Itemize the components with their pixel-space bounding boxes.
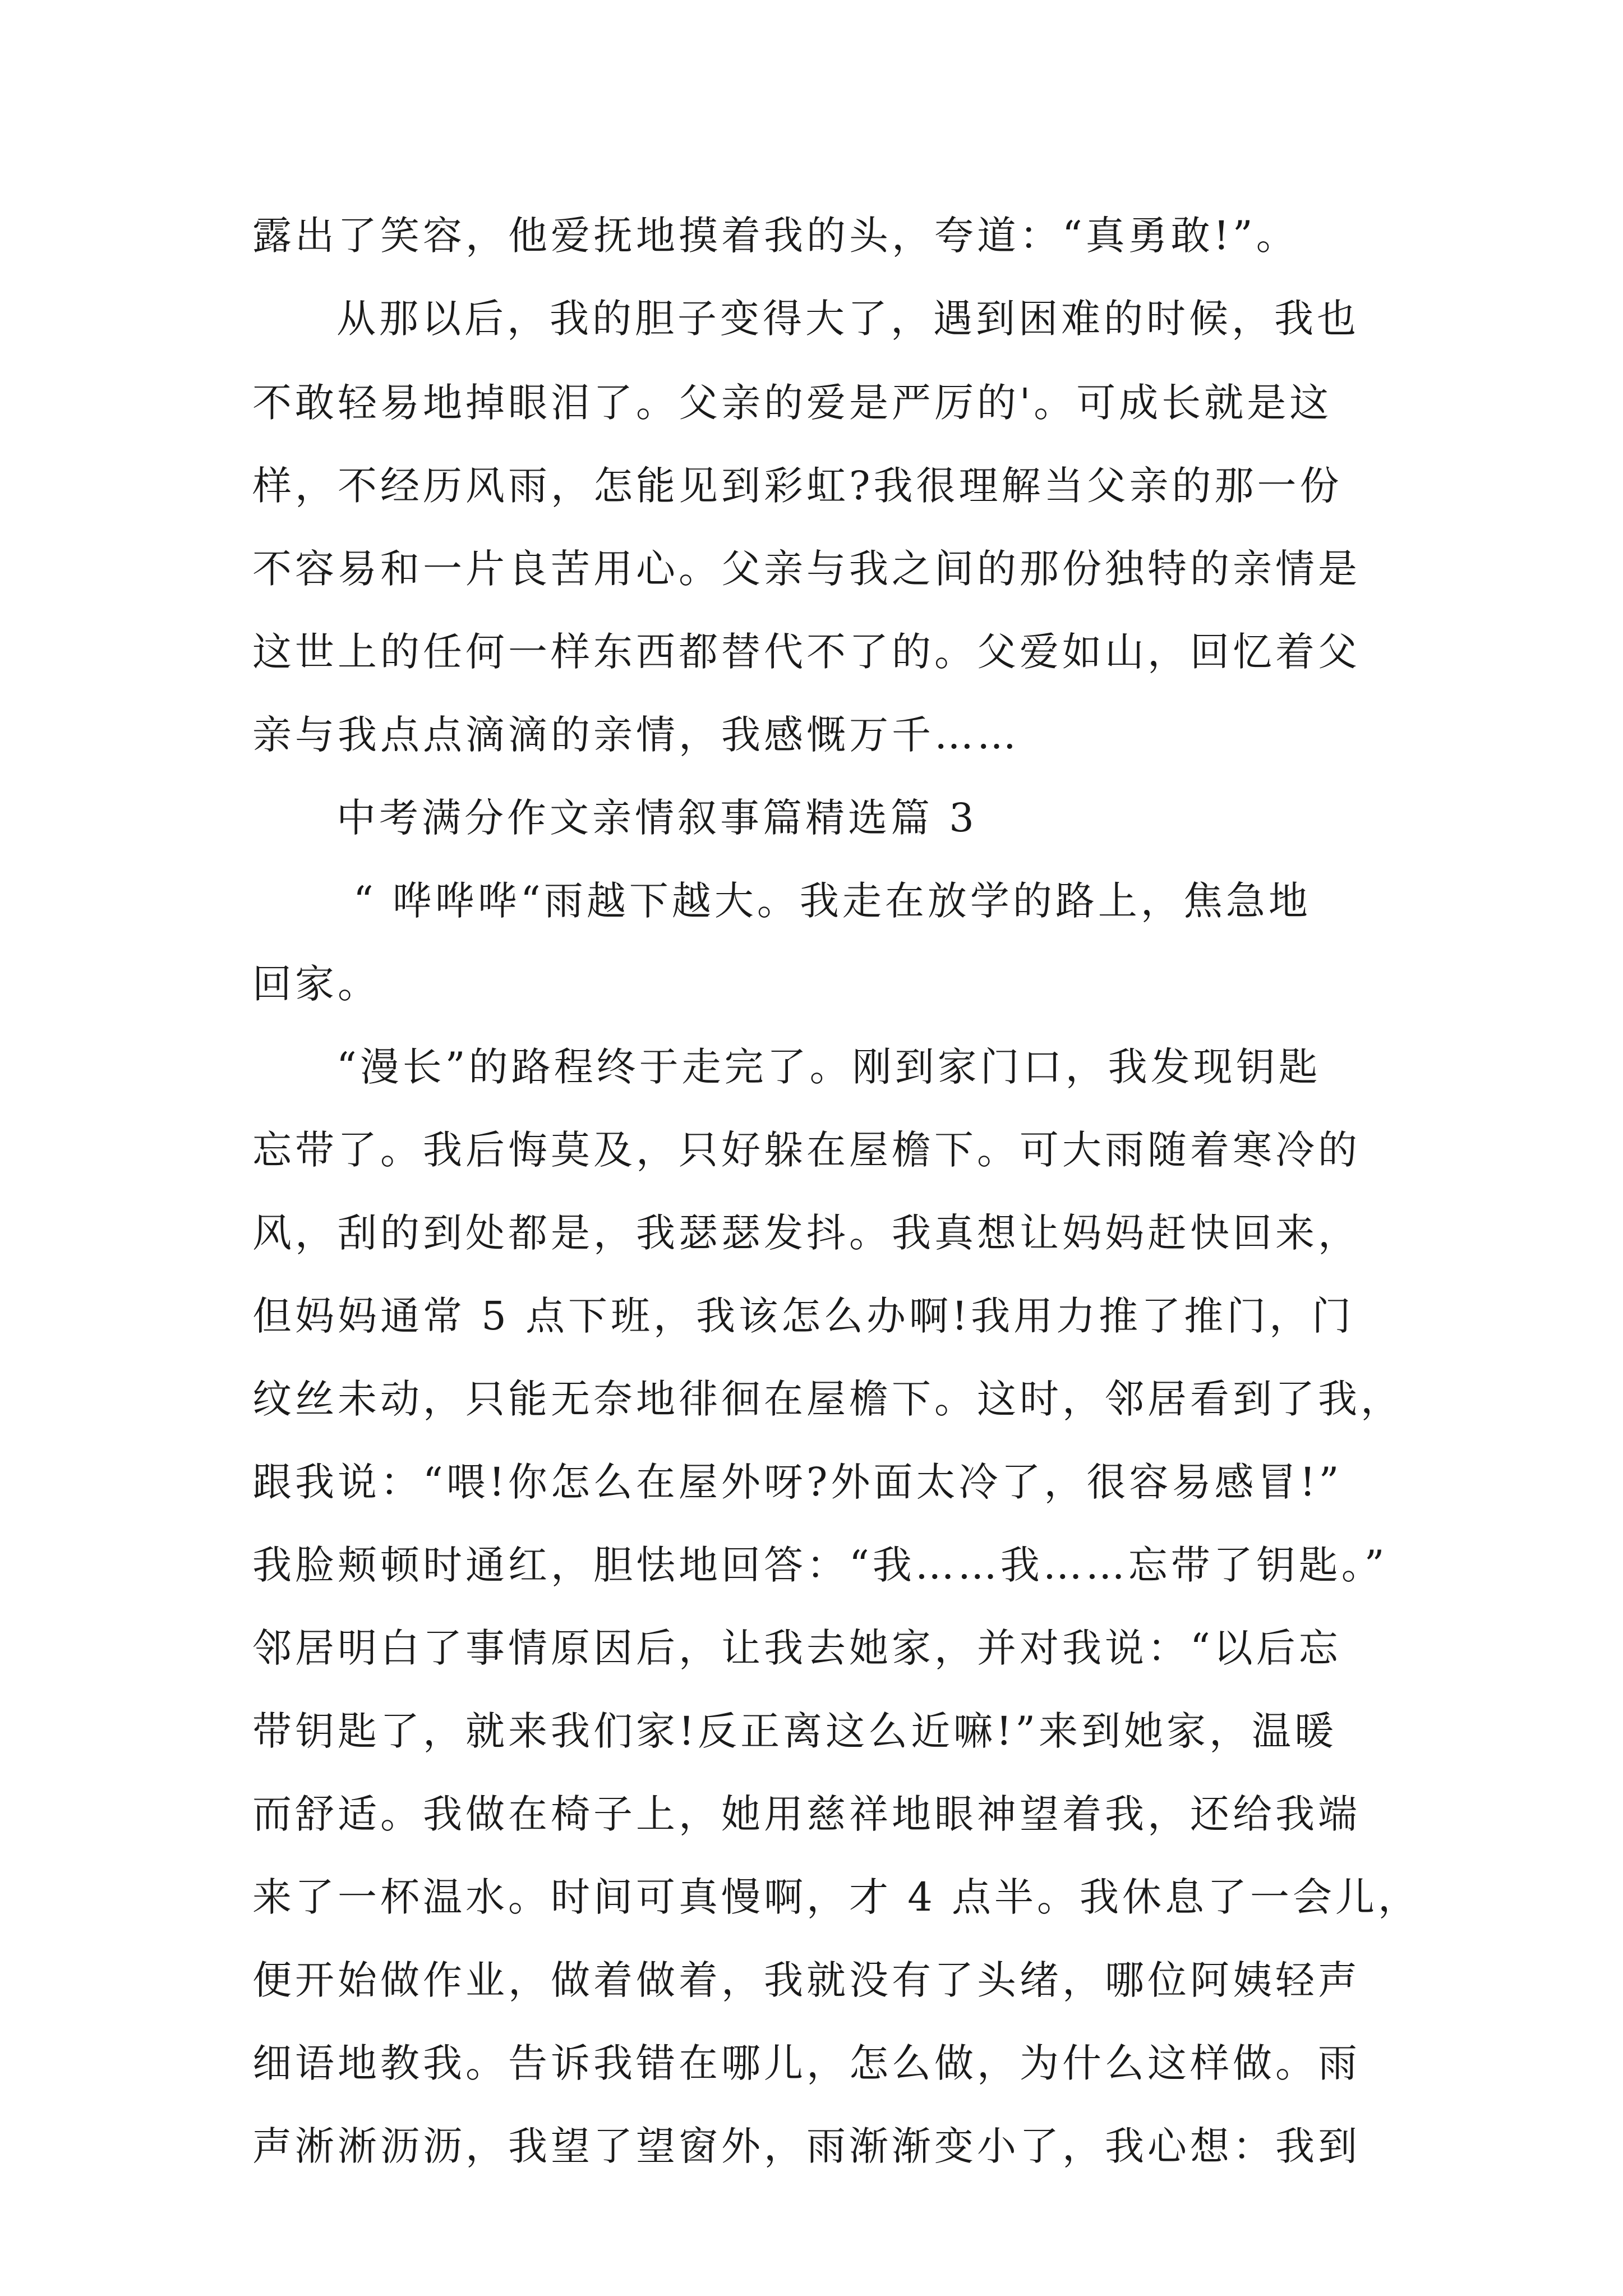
- text-line: 便开始做作业，做着做着，我就没有了头绪，哪位阿姨轻声: [252, 1957, 1361, 2003]
- text-line: 纹丝未动，只能无奈地徘徊在屋檐下。这时，邻居看到了我，: [252, 1376, 1403, 1422]
- text-line: 这世上的任何一样东西都替代不了的。父爱如山，回忆着父: [252, 629, 1361, 675]
- text-line: 回家。: [252, 961, 380, 1007]
- text-line: 亲与我点点滴滴的亲情，我感慨万千……: [252, 712, 1020, 758]
- text-line: 跟我说：“喂!你怎么在屋外呀?外面太冷了，很容易感冒!”: [252, 1459, 1343, 1505]
- text-line: “漫长”的路程终于走完了。刚到家门口，我发现钥匙: [336, 1044, 1321, 1090]
- text-line: “ 哗哗哗“雨越下越大。我走在放学的路上，焦急地: [353, 878, 1311, 924]
- text-line: 露出了笑容，他爱抚地摸着我的头，夸道：“真勇敢!”。: [252, 213, 1299, 259]
- text-line: 细语地教我。告诉我错在哪儿，怎么做，为什么这样做。雨: [252, 2040, 1361, 2086]
- text-line: 我脸颊顿时通红，胆怯地回答：“我……我……忘带了钥匙。”: [252, 1542, 1388, 1588]
- text-line: 来了一杯温水。时间可真慢啊，才 4 点半。我休息了一会儿，: [252, 1874, 1421, 1920]
- text-line: 不敢轻易地掉眼泪了。父亲的爱是严厉的'。可成长就是这: [252, 380, 1332, 426]
- text-line: 而舒适。我做在椅子上，她用慈祥地眼神望着我，还给我端: [252, 1791, 1361, 1837]
- section-heading: 中考满分作文亲情叙事篇精选篇 3: [336, 795, 978, 841]
- text-line: 从那以后，我的胆子变得大了，遇到困难的时候，我也: [336, 296, 1359, 342]
- text-line: 带钥匙了，就来我们家!反正离这么近嘛!”来到她家，温暖: [252, 1708, 1338, 1754]
- text-line: 但妈妈通常 5 点下班，我该怎么办啊!我用力推了推门，门: [252, 1293, 1355, 1339]
- text-line: 声淅淅沥沥，我望了望窗外，雨渐渐变小了，我心想：我到: [252, 2123, 1361, 2169]
- text-line: 忘带了。我后悔莫及，只好躲在屋檐下。可大雨随着寒冷的: [252, 1127, 1361, 1173]
- text-line: 邻居明白了事情原因后，让我去她家，并对我说：“以后忘: [252, 1625, 1341, 1671]
- text-line: 样，不经历风雨，怎能见到彩虹?我很理解当父亲的那一份: [252, 463, 1343, 509]
- text-line: 不容易和一片良苦用心。父亲与我之间的那份独特的亲情是: [252, 546, 1361, 592]
- text-line: 风，刮的到处都是，我瑟瑟发抖。我真想让妈妈赶快回来，: [252, 1210, 1361, 1256]
